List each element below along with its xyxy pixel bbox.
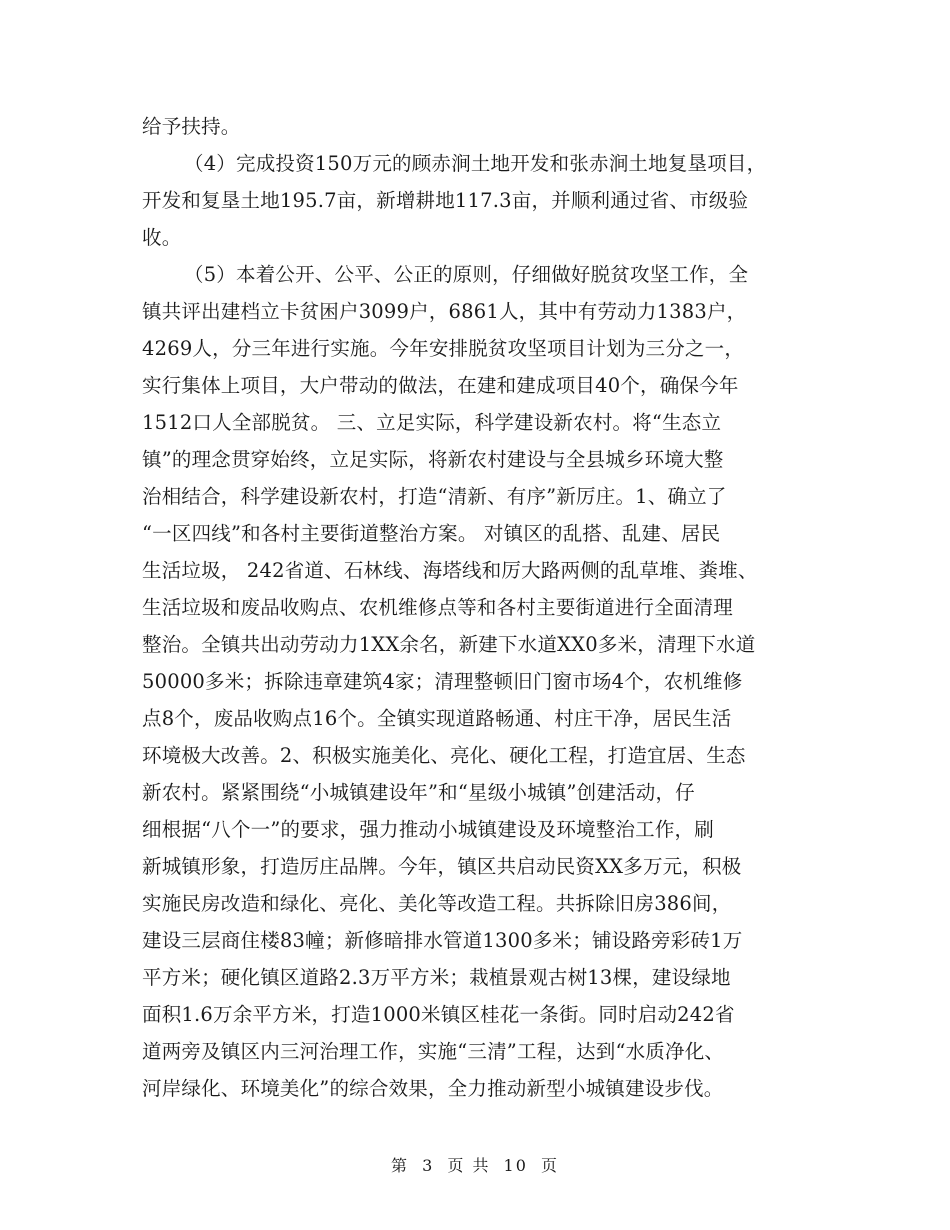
text-line: 给予扶持。: [142, 115, 241, 138]
text-line: 治相结合，科学建设新农村，打造“清新、有序”新厉庄。1、确立了: [142, 485, 727, 508]
text-line: （5）本着公开、公平、公正的原则，仔细做好脱贫攻坚工作，全: [184, 263, 749, 286]
text-line: 建设三层商住楼83幢；新修暗排水管道1300多米；铺设路旁彩砖1万: [142, 929, 743, 952]
page-label-mid: 页 共: [447, 1156, 491, 1175]
text-line: 1512口人全部脱贫。 三、立足实际，科学建设新农村。将“生态立: [142, 411, 722, 434]
text-line: （4）完成投资150万元的顾赤涧土地开发和张赤涧土地复垦项目，: [184, 152, 767, 175]
text-line: 收。: [142, 226, 182, 249]
text-line: 实施民房改造和绿化、亮化、美化等改造工程。共拆除旧房386间，: [142, 892, 732, 915]
text-line: 面积1.6万余平方米，打造1000米镇区桂花一条街。同时启动242省: [142, 1003, 735, 1026]
text-line: 镇”的理念贯穿始终，立足实际，将新农村建设与全县城乡环境大整: [142, 448, 724, 471]
text-line: 生活垃圾和废品收购点、农机维修点等和各村主要街道进行全面清理: [142, 596, 734, 619]
text-line: 平方米；硬化镇区道路2.3万平方米；栽植景观古树13棵，建设绿地: [142, 966, 731, 989]
body-text: [142, 108, 822, 1107]
text-line: “一区四线”和各村主要街道整治方案。 对镇区的乱搭、乱建、居民: [142, 522, 721, 545]
text-line: 4269人，分三年进行实施。今年安排脱贫攻坚项目计划为三分之一，: [142, 337, 745, 360]
text-line: 细根据“八个一”的要求，强力推动小城镇建设及环境整治工作，刷: [142, 818, 714, 841]
text-line: 道两旁及镇区内三河治理工作，实施“三清”工程，达到“水质净化、: [142, 1040, 725, 1063]
text-line: 点8个，废品收购点16个。全镇实现道路畅通、村庄干净，居民生活: [142, 707, 732, 730]
total-pages-number: 10: [503, 1156, 528, 1175]
page-label-prefix: 第: [390, 1156, 409, 1175]
page-footer: [0, 1153, 950, 1176]
current-page-number: 3: [422, 1156, 435, 1175]
text-line: 新城镇形象，打造厉庄品牌。今年，镇区共启动民资XX多万元，积极: [142, 855, 742, 878]
text-line: 实行集体上项目，大户带动的做法，在建和建成项目40个，确保今年: [142, 374, 739, 397]
page-label-suffix: 页: [541, 1156, 560, 1175]
text-line: 新农村。紧紧围绕“小城镇建设年”和“星级小城镇”创建活动，仔: [142, 781, 695, 804]
text-line: 50000多米；拆除违章建筑4家；清理整顿旧门窗市场4个，农机维修: [142, 670, 743, 693]
text-line: 河岸绿化、环境美化”的综合效果，全力推动新型小城镇建设步伐。: [142, 1077, 724, 1100]
text-line: 整治。全镇共出动劳动力1XX余名，新建下水道XX0多米，清理下水道: [142, 633, 756, 656]
text-line: 环境极大改善。2、积极实施美化、亮化、硬化工程，打造宜居、生态: [142, 744, 746, 767]
text-line: 开发和复垦土地195.7亩，新增耕地117.3亩，并顺利通过省、市级验: [142, 189, 749, 212]
text-line: 镇共评出建档立卡贫困户3099户，6861人，其中有劳动力1383户，: [142, 300, 747, 323]
text-line: 生活垃圾， 242省道、石林线、海塔线和厉大路两侧的乱草堆、粪堆、: [142, 559, 758, 582]
